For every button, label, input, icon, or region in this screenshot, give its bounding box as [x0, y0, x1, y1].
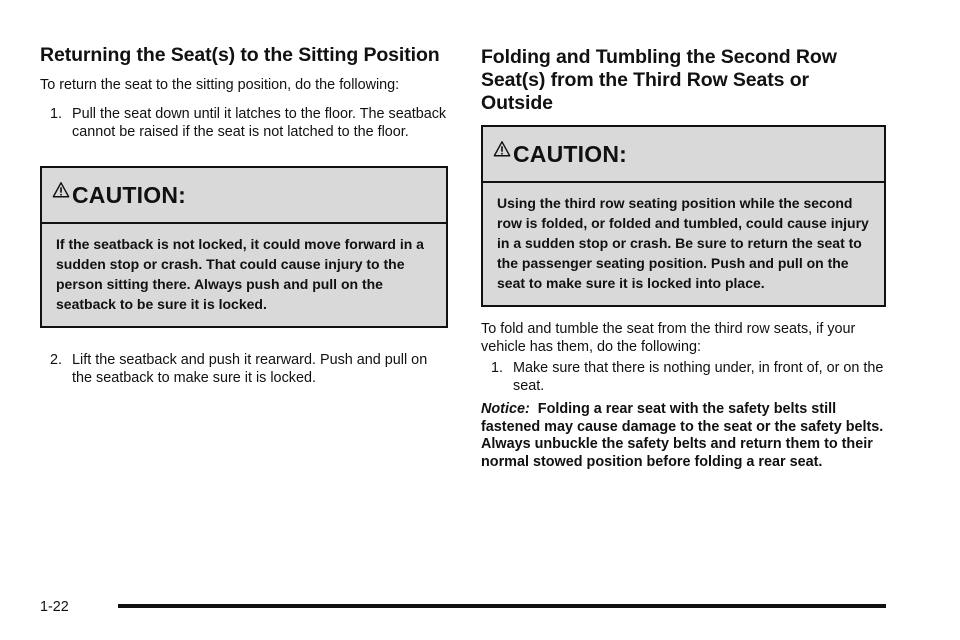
left-column: [40, 44, 448, 387]
warning-triangle-icon: [493, 140, 511, 158]
intro-paragraph: To fold and tumble the seat from the third row seats, if your vehicle has them, do the following:: [481, 321, 856, 355]
step-1: [40, 106, 448, 141]
caution-title: CAUTION:: [513, 140, 628, 167]
notice-label: Notice:: [481, 401, 530, 418]
caution-header: [483, 127, 884, 183]
right-column: [481, 46, 886, 471]
caution-title: CAUTION:: [72, 181, 187, 208]
step-number: 2.: [50, 352, 63, 369]
caution-text: Using the third row seating position while the second row is folded, or folded and tumbled, could cause injury in a sudden stop or crash. Be sure to return the seat to the passenger seating position. Push and pull on the seat to make sure it is locked into place.: [497, 195, 869, 292]
step-number: 1.: [50, 106, 63, 123]
step-text: Pull the seat down until it latches to the floor. The seatback cannot be raised if the seat is not latched to the floor.: [72, 106, 447, 140]
step-text: Lift the seatback and push it rearward. Push and pull on the seatback to make sure it is locked.: [72, 352, 428, 386]
caution-box: [481, 125, 886, 307]
section-heading-returning-seat: Returning the Seat(s) to the Sitting Position: [40, 44, 440, 66]
step-2: [40, 352, 448, 387]
notice-paragraph: [481, 401, 886, 471]
caution-box: [40, 166, 448, 328]
page-number: 1-22: [40, 599, 69, 615]
section-heading-folding-tumbling: Folding and Tumbling the Second Row Seat(s) from the Third Row Seats or Outside: [481, 46, 837, 114]
caution-text: If the seatback is not locked, it could move forward in a sudden stop or crash. That could cause injury to the person sitting there. Always push and pull on the seatback to be sure it is locked.: [56, 236, 424, 313]
caution-header: [42, 168, 446, 224]
intro-paragraph: To return the seat to the sitting position, do the following:: [40, 76, 400, 93]
notice-text: Folding a rear seat with the safety belts still fastened may cause damage to the seat or the safety belts. Always unbuckle the safety belts and return them to their normal stowed position before folding a rear seat.: [481, 401, 884, 470]
step-1: [481, 360, 886, 395]
step-number: 1.: [491, 360, 504, 377]
footer-rule: [118, 604, 886, 608]
step-text: Make sure that there is nothing under, in front of, or on the seat.: [513, 360, 884, 394]
warning-triangle-icon: [52, 181, 70, 199]
